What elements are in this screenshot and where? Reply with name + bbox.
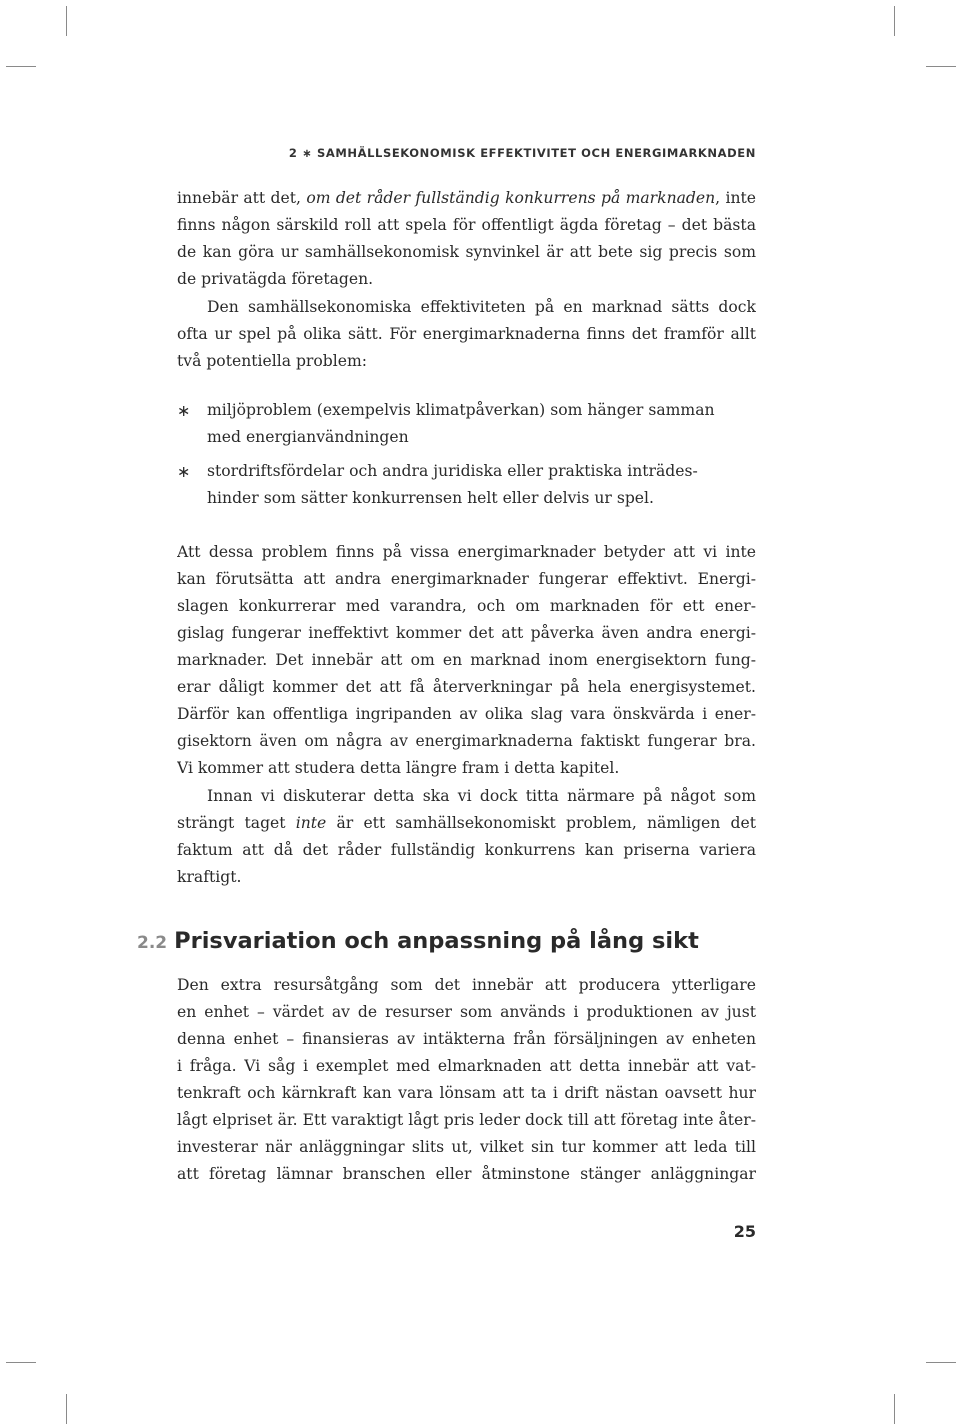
text-line: stordriftsfördelar och andra juridiska eller praktiska inträdes- bbox=[207, 462, 698, 480]
text-line bbox=[177, 185, 756, 212]
section-title: Prisvariation och anpassning på lång sikt bbox=[174, 928, 699, 954]
paragraph-4 bbox=[177, 783, 756, 891]
text-line: Att dessa problem finns på vissa energimarknader betyder att vi inte bbox=[177, 543, 756, 561]
text-line: finns någon särskild roll att spela för offentligt ägda företag – det bästa bbox=[177, 216, 756, 234]
text-line: två potentiella problem: bbox=[177, 352, 368, 370]
text-line: Vi kommer att studera detta längre fram i detta kapitel. bbox=[177, 759, 620, 777]
text-line: slagen konkurrerar med varandra, och om marknaden för ett ener- bbox=[177, 597, 756, 615]
text-line: kraftigt. bbox=[177, 868, 242, 886]
section-heading bbox=[137, 924, 699, 960]
paragraph-1 bbox=[177, 185, 756, 293]
text-line: Den samhällsekonomiska effektiviteten på en marknad sätts dock bbox=[207, 298, 756, 316]
crop-mark-bottom-right-horizontal bbox=[926, 1362, 956, 1363]
crop-mark-top-right-horizontal bbox=[926, 66, 956, 67]
text-line: ofta ur spel på olika sätt. För energimarknaderna finns det framför allt bbox=[177, 325, 756, 343]
text-line: kan förutsätta att andra energimarknader fungerar effektivt. Energi- bbox=[177, 570, 756, 588]
text-span: är ett samhällsekonomiskt problem, nämligen det bbox=[326, 814, 756, 832]
text-line: tenkraft och kärnkraft kan vara lönsam att ta i drift nästan oavsett hur bbox=[177, 1084, 756, 1102]
text-line: denna enhet – finansieras av intäkterna från försäljningen av enheten bbox=[177, 1030, 756, 1048]
text-span: innebär att det, bbox=[177, 189, 307, 207]
bullet-list bbox=[177, 397, 756, 512]
text-line: investerar när anläggningar slits ut, vilket sin tur kommer att leda till bbox=[177, 1138, 756, 1156]
italic-emphasis: inte bbox=[295, 814, 327, 832]
text-line: i fråga. Vi såg i exemplet med elmarknaden att detta innebär att vat- bbox=[177, 1057, 756, 1075]
section-number: 2.2 bbox=[137, 933, 168, 953]
text-line: miljöproblem (exempelvis klimatpåverkan) som hänger samman bbox=[207, 401, 715, 419]
crop-mark-bottom-right-vertical bbox=[894, 1394, 895, 1424]
text-line: en enhet – värdet av de resurser som används i produktionen av just bbox=[177, 1003, 756, 1021]
text-span: strängt taget bbox=[177, 814, 296, 832]
list-item bbox=[177, 458, 756, 512]
text-line: att företag lämnar branschen eller åtminstone stänger anläggningar bbox=[177, 1165, 756, 1183]
text-line: erar dåligt kommer det att få återverkningar på hela energisystemet. bbox=[177, 678, 756, 696]
paragraph-5 bbox=[177, 972, 756, 1188]
text-line bbox=[177, 810, 756, 837]
page-number: 25 bbox=[733, 1222, 756, 1241]
text-line: Den extra resursåtgång som det innebär att producera ytterligare bbox=[177, 976, 756, 994]
text-line: marknader. Det innebär att om en marknad inom energisektorn fung- bbox=[177, 651, 756, 669]
crop-mark-top-right-vertical bbox=[894, 6, 895, 36]
running-header: 2 ∗ SAMHÄLLSEKONOMISK EFFEKTIVITET OCH ENERGIMARKNADEN bbox=[288, 146, 756, 160]
text-line: de privatägda företagen. bbox=[177, 270, 374, 288]
text-line: faktum att då det råder fullständig konkurrens kan priserna variera bbox=[177, 841, 756, 859]
text-line: gisektorn även om några av energimarknaderna faktiskt fungerar bra. bbox=[177, 732, 756, 750]
crop-mark-top-left-horizontal bbox=[6, 66, 36, 67]
list-item bbox=[177, 397, 756, 451]
asterisk-bullet-icon: ∗ bbox=[177, 401, 191, 420]
crop-mark-top-left-vertical bbox=[66, 6, 67, 36]
text-line: de kan göra ur samhällsekonomisk synvinkel är att bete sig precis som bbox=[177, 243, 756, 261]
text-line: hinder som sätter konkurrensen helt eller delvis ur spel. bbox=[207, 489, 654, 507]
italic-emphasis: om det råder fullständig konkurrens på marknaden bbox=[306, 189, 716, 207]
crop-mark-bottom-left-vertical bbox=[66, 1394, 67, 1424]
text-line: gislag fungerar ineffektivt kommer det att påverka även andra energi- bbox=[177, 624, 756, 642]
text-line: Innan vi diskuterar detta ska vi dock titta närmare på något som bbox=[207, 787, 756, 805]
text-line: lågt elpriset är. Ett varaktigt lågt pris leder dock till att företag inte åter- bbox=[177, 1111, 756, 1129]
text-line: Därför kan offentliga ingripanden av olika slag vara önskvärda i ener- bbox=[177, 705, 756, 723]
text-span: , inte bbox=[715, 189, 756, 207]
paragraph-3 bbox=[177, 539, 756, 782]
paragraph-2 bbox=[177, 294, 756, 375]
asterisk-bullet-icon: ∗ bbox=[177, 462, 191, 481]
text-line: med energianvändningen bbox=[207, 428, 409, 446]
crop-mark-bottom-left-horizontal bbox=[6, 1362, 36, 1363]
